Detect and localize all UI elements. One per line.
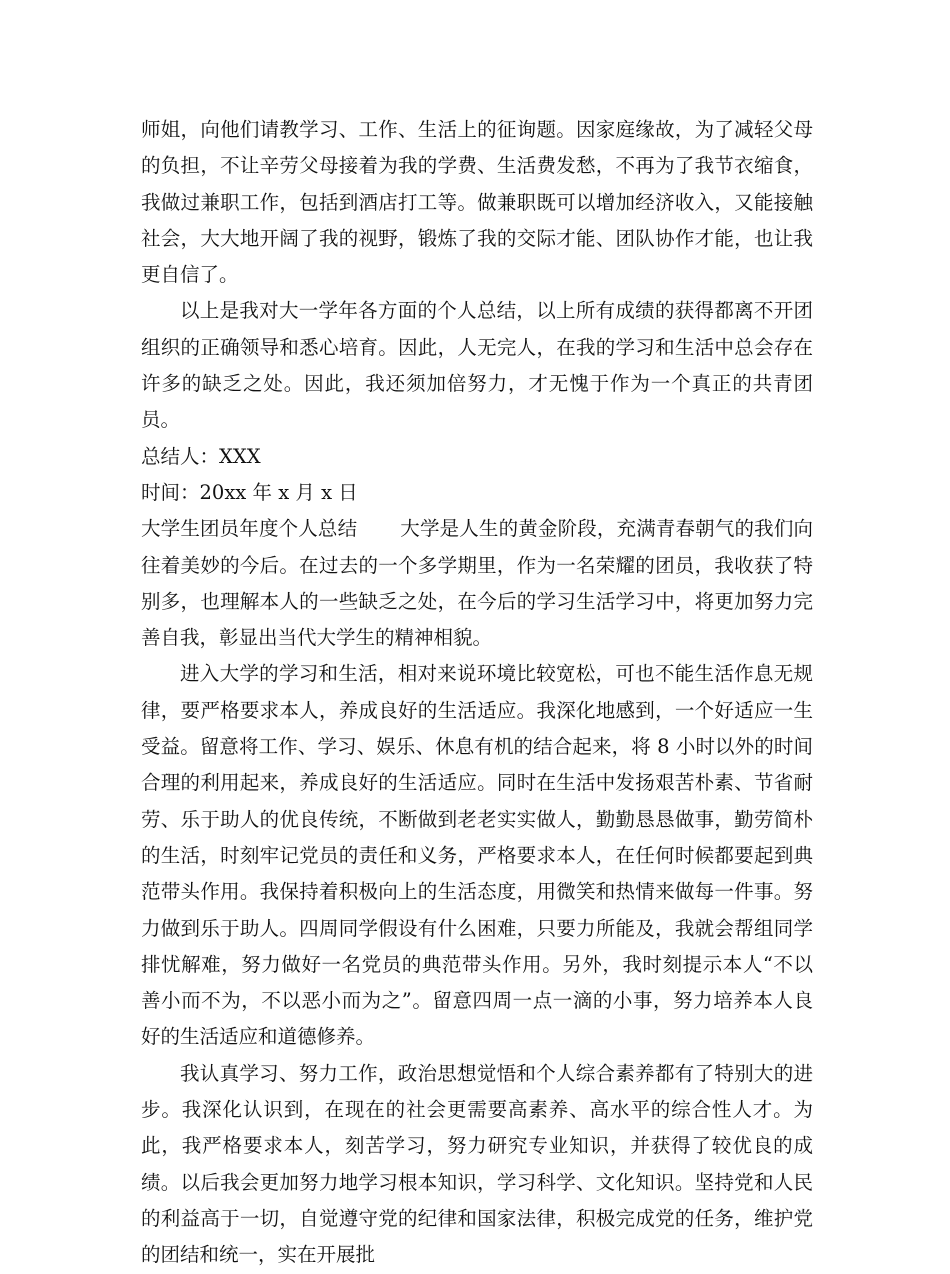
second-section-opening	[141, 511, 813, 656]
paragraph-continuation: 师姐，向他们请教学习、工作、生活上的征询题。因家庭缘故，为了减轻父母的负担，不让辛劳父母接着为我的学费、生活费发愁，不再为了我节衣缩食，我做过兼职工作，包括到酒店打工等。做兼职既可以增加经济收入，又能接触社会，大大地开阔了我的视野，锻炼了我的交际才能、团队协作才能，也让我更自信了。	[141, 118, 813, 287]
paragraph-study: 我认真学习、努力工作，政治思想觉悟和个人综合素养都有了特别大的进步。我深化认识到，在现在的社会更需要高素养、高水平的综合性人才。为此，我严格要求本人，刻苦学习，努力研究专业知识，并获得了较优良的成绩。以后我会更加努力地学习根本知识，学习科学、文化知识。坚持党和人民的利益高于一切，自觉遵守党的纪律和国家法律，积极完成党的任务，维护党的团结和统一，实在开展批	[141, 1061, 813, 1267]
section-title: 大学生团员年度个人总结	[141, 517, 358, 541]
paragraph-life: 进入大学的学习和生活，相对来说环境比较宽松，可也不能生活作息无规律，要严格要求本人，养成良好的生活适应。我深化地感到，一个好适应一生受益。留意将工作、学习、娱乐、休息有机的结合起来，将 8 小时以外的时间合理的利用起来，养成良好的生活适应。同时在生活中发扬艰苦朴素、节省耐劳、乐于助人的优良传统，不断做到老老实实做人，勤勤恳恳做事，勤劳简朴的生活，时刻牢记党员的责任和义务，严格要求本人，在任何时候都要起到典范带头作用。我保持着积极向上的生活态度，用微笑和热情来做每一件事。努力做到乐于助人。四周同学假设有什么困难，只要力所能及，我就会帮组同学排忧解难，努力做好一名党员的典范带头作用。另外，我时刻提示本人“不以善小而不为，不以恶小而为之”。留意四周一点一滴的小事，努力培养本人良好的生活适应和道德修养。	[141, 662, 813, 1049]
signer-line: 总结人：XXX	[141, 444, 261, 468]
document-body	[141, 112, 813, 1274]
date-line: 时间：20xx 年 x 月 x 日	[141, 480, 358, 504]
paragraph-conclusion: 以上是我对大一学年各方面的个人总结，以上所有成绩的获得都离不开团组织的正确领导和悉心培育。因此，人无完人，在我的学习和生活中总会存在许多的缺乏之处。因此，我还须加倍努力，才无愧于作为一个真正的共青团员。	[141, 299, 813, 432]
section-intro: 大学是人生的黄金阶段，充满青春朝气的我们向往着美妙的今后。在过去的一个多学期里，作为一名荣耀的团员，我收获了特别多，也理解本人的一些缺乏之处，在今后的学习生活学习中，将更加努力完善自我，彰显出当代大学生的精神相貌。	[141, 517, 813, 650]
